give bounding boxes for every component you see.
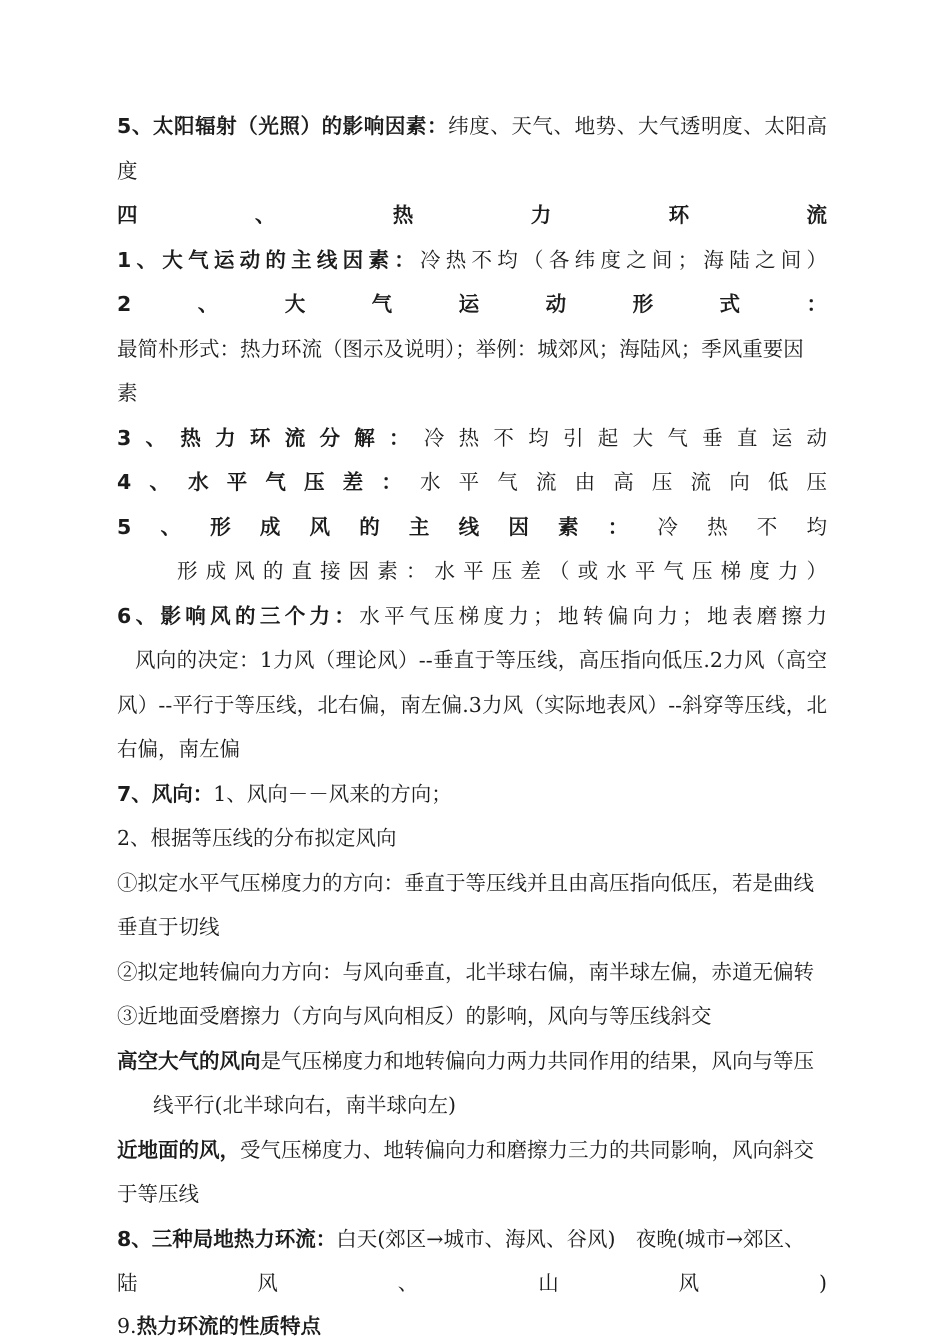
paragraph-simplest-form-line2: 素 (117, 381, 138, 405)
circulation-properties-label: 热力环流的性质特点 (136, 1313, 322, 1338)
horizontal-pressure-difference-label: 4、水平气压差： (117, 470, 420, 494)
three-local-circulations-label: 8、三种局地热力环流： (117, 1226, 337, 1251)
sun-radiation-factors-value: 纬度、天气、地势、大气透明度、太阳高度 (117, 114, 828, 183)
wind-main-factor-value: 冷热不均 (657, 514, 828, 539)
paragraph-circulation-properties (117, 1306, 827, 1344)
thermal-circulation-decompose-value: 冷热不均引起大气垂直运动 (423, 425, 828, 450)
paragraph-wind-main-factor (117, 505, 827, 550)
heading-atmos-motion-forms: 2、大气运动形式： (117, 292, 827, 316)
atmos-motion-main-factor-label: 1、大气运动的主线因素： (117, 247, 420, 272)
paragraph-three-forces (117, 594, 827, 639)
paragraph-wind-direction-heading (117, 772, 827, 817)
paragraph-step-1-line2: 垂直于切线 (117, 915, 220, 939)
wind-direction-label: 7、风向： (117, 781, 214, 806)
upper-air-wind-label: 高空大气的风向 (117, 1048, 261, 1073)
paragraph-step-3: ③近地面受磨擦力（方向与风向相反）的影响，风向与等压线斜交 (117, 1004, 712, 1028)
atmos-motion-main-factor-value: 冷热不均（各纬度之间；海陆之间） (419, 247, 828, 272)
three-forces-label: 6、影响风的三个力： (117, 603, 360, 628)
wind-main-factor-label: 5、形成风的主线因素： (117, 514, 658, 539)
thermal-circulation-decompose-label: 3、热力环流分解： (117, 425, 424, 450)
paragraph-sun-radiation-factors (117, 104, 827, 193)
three-forces-value: 水平气压梯度力；地转偏向力；地表磨擦力 (359, 603, 828, 628)
paragraph-wind-direct-factor: 形成风的直接因素：水平压差（或水平气压梯度力） (177, 559, 827, 583)
paragraph-atmos-motion-main-factor (117, 238, 827, 283)
paragraph-thermal-circulation-decompose (117, 416, 827, 461)
three-local-circulations-value: 白天(郊区→城市、海风、谷风) 夜晚(城市→郊区、 (336, 1226, 805, 1251)
paragraph-upper-air-wind-line1 (117, 1039, 827, 1084)
paragraph-upper-air-wind-line2: 线平行(北半球向右，南半球向左) (153, 1093, 456, 1117)
wind-direction-value: 1、风向－－风来的方向； (213, 781, 452, 806)
surface-wind-value: 受气压梯度力、地转偏向力和磨擦力三力的共同影响，风向斜交 (240, 1137, 814, 1162)
paragraph-three-local-circulations-line2: 陆风、山风) (117, 1271, 827, 1295)
paragraph-determine-by-isobars: 2、根据等压线的分布拟定风向 (117, 826, 397, 850)
document-body (117, 104, 827, 1344)
paragraph-step-1-line1: ①拟定水平气压梯度力的方向：垂直于等压线并且由高压指向低压，若是曲线 (117, 870, 814, 895)
sun-radiation-factors-label: 5、太阳辐射（光照）的影响因素： (117, 114, 449, 138)
paragraph-three-local-circulations-line1 (117, 1217, 827, 1262)
surface-wind-label: 近地面的风， (117, 1137, 240, 1162)
paragraph-surface-wind-line2: 于等压线 (117, 1182, 199, 1206)
section-heading-four: 四、热力环流 (117, 203, 827, 227)
paragraph-wind-determination: 风向的决定：1力风（理论风）--垂直于等压线，高压指向低压.2力风（高空风）--平行于等压线，北右偏，南左偏.3力风（实际地表风）--斜穿等压线，北右偏，南左偏 (117, 648, 827, 761)
horizontal-pressure-difference-value: 水平气流由高压流向低压 (419, 470, 828, 494)
paragraph-simplest-form-line1: 最简朴形式：热力环流（图示及说明）；举例：城郊风；海陆风；季风重要因 (117, 336, 804, 361)
circulation-properties-number: 9. (117, 1313, 137, 1338)
paragraph-horizontal-pressure-difference (117, 460, 827, 505)
paragraph-step-2: ②拟定地转偏向力方向：与风向垂直，北半球右偏，南半球左偏，赤道无偏转 (117, 959, 814, 984)
upper-air-wind-value: 是气压梯度力和地转偏向力两力共同作用的结果，风向与等压 (260, 1048, 814, 1073)
paragraph-surface-wind-line1 (117, 1128, 827, 1173)
